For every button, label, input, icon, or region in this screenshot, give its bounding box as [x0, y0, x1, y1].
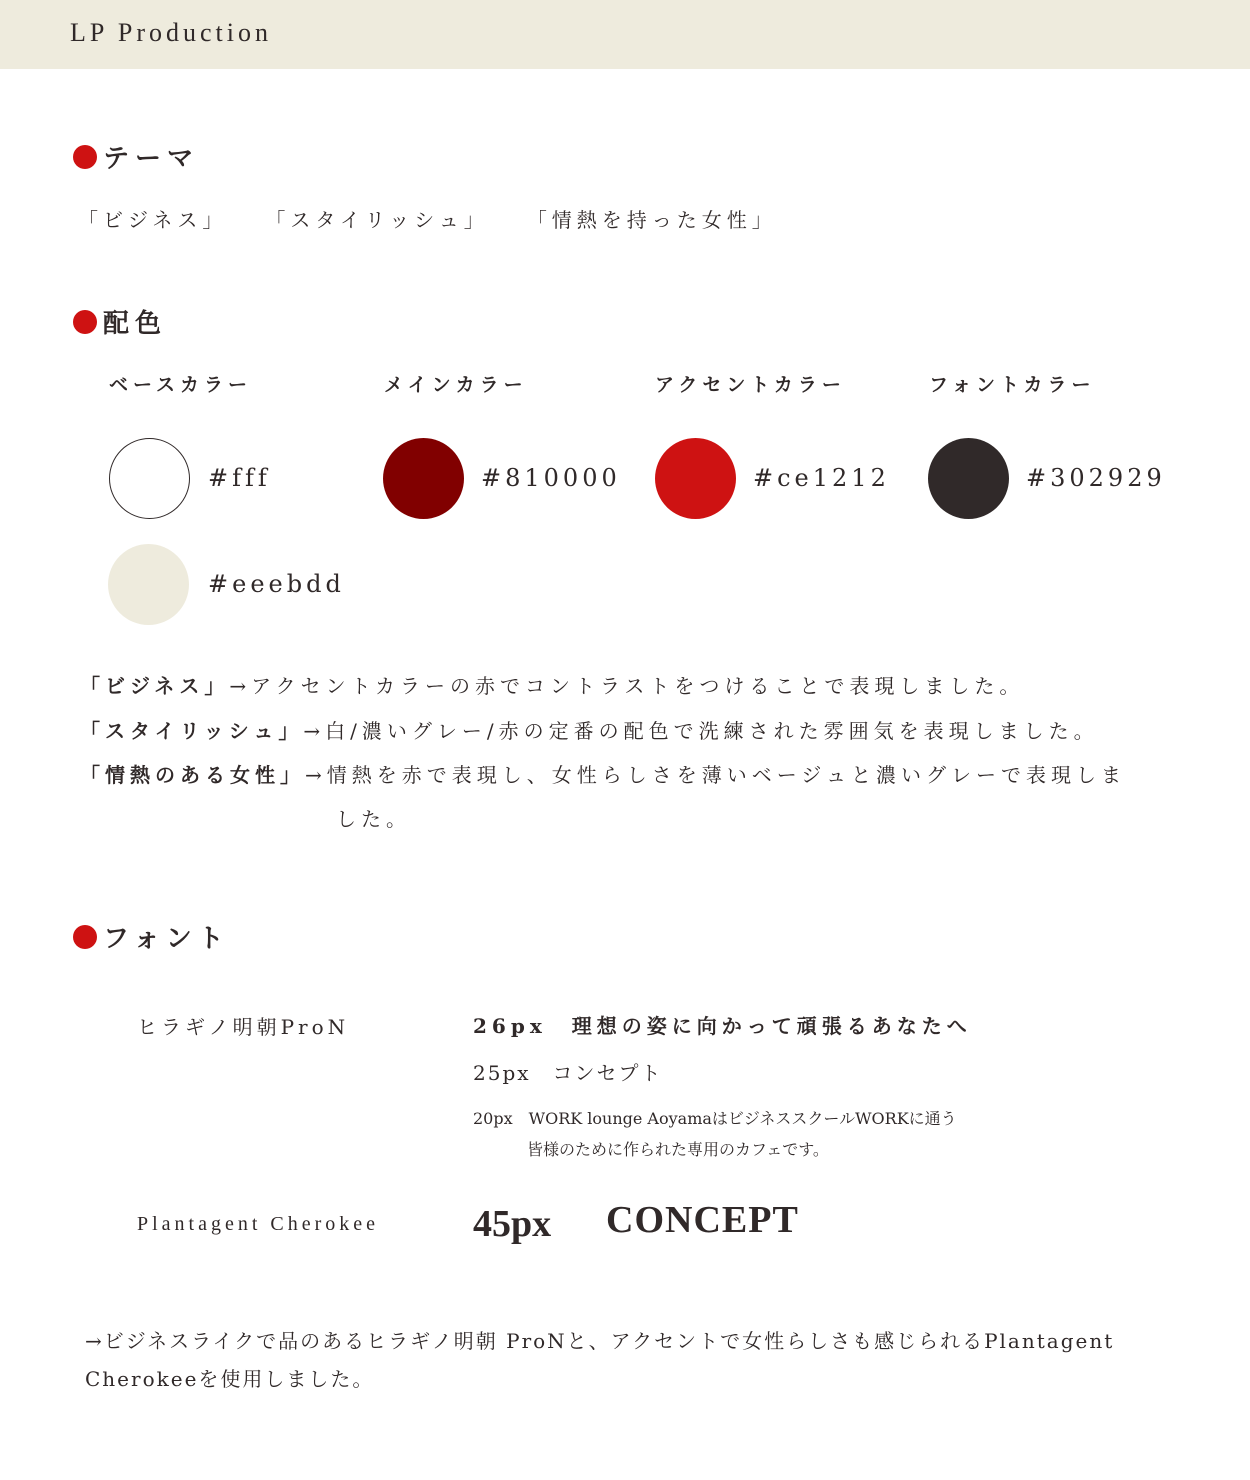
sample-45px-size: 45px [473, 1203, 552, 1245]
desc-key: 「スタイリッシュ」 [80, 719, 304, 743]
swatch-label-main: メインカラー [384, 374, 528, 396]
sample-concept: CONCEPT [606, 1199, 799, 1241]
color-description-1 [80, 664, 1024, 708]
red-dot-icon [73, 310, 97, 334]
header-bar [0, 0, 1250, 69]
section-colors-heading [73, 303, 167, 340]
color-description-2 [80, 709, 1099, 753]
hex-beige: #eeebdd [208, 570, 345, 598]
header-title: LP Production [70, 18, 272, 47]
red-dot-icon [73, 145, 97, 169]
desc-text: →アクセントカラーの赤でコントラストをつけることで表現しました。 [229, 674, 1025, 698]
font-note [85, 1322, 1165, 1398]
desc-key: 「ビジネス」 [80, 674, 230, 698]
desc-key: 「情熱のある女性」 [80, 763, 305, 787]
font-note-line2: Cherokeeを使用しました。 [85, 1367, 375, 1391]
section-title: 配色 [103, 309, 168, 339]
section-fonts-heading [73, 918, 230, 955]
swatch-label-base: ベースカラー [109, 374, 253, 396]
swatch-font [928, 438, 1009, 519]
theme-item: 「情熱を持った女性」 [526, 208, 777, 232]
sample-20px-line1: 20px WORK lounge AoyamaはビジネススクールWORKに通う [473, 1109, 957, 1128]
sample-26px: 26px 理想の姿に向かって頑張るあなたへ [473, 1014, 972, 1038]
sample-25px: 25px コンセプト [473, 1061, 663, 1085]
swatch-accent [655, 438, 736, 519]
swatch-main [383, 438, 464, 519]
red-dot-icon [73, 925, 97, 949]
swatch-white [109, 438, 190, 519]
theme-item: 「ビジネス」 [78, 208, 228, 232]
theme-item: 「スタイリッシュ」 [265, 208, 489, 232]
color-description-3-cont: した。 [336, 807, 411, 831]
theme-list [78, 204, 777, 233]
font-note-line1: →ビジネスライクで品のあるヒラギノ明朝 ProNと、アクセントで女性らしさも感じられるPlantagent [85, 1329, 1115, 1353]
desc-text: →白/濃いグレー/赤の定番の配色で洗練された雰囲気を表現しました。 [303, 719, 1099, 743]
hex-font: #302929 [1026, 464, 1166, 492]
swatch-label-accent: アクセントカラー [655, 374, 846, 396]
swatch-beige [108, 544, 189, 625]
font-name-plantagent: Plantagent Cherokee [137, 1213, 380, 1235]
sample-20px-line2: 皆様のために作られた専用のカフェです。 [527, 1140, 829, 1159]
desc-text: →情熱を赤で表現し、女性らしさを薄いベージュと濃いグレーで表現しま [305, 763, 1126, 787]
section-title: テーマ [103, 144, 200, 174]
swatch-label-font: フォントカラー [929, 374, 1096, 396]
hex-white: #fff [208, 464, 271, 492]
color-description-3 [80, 753, 1126, 797]
section-title: フォント [103, 924, 230, 954]
hex-accent: #ce1212 [753, 464, 890, 492]
section-theme-heading [73, 138, 199, 175]
font-name-hiragino: ヒラギノ明朝ProN [137, 1015, 350, 1039]
hex-main: #810000 [481, 464, 621, 492]
